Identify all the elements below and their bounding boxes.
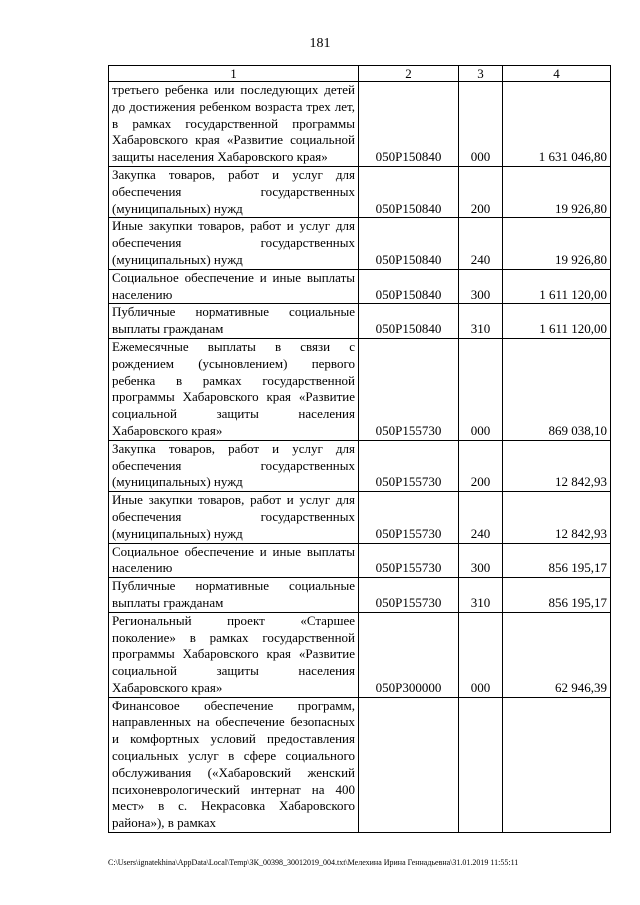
row-type: 300 (459, 269, 503, 304)
row-code: 050P155730 (359, 578, 459, 613)
row-type: 300 (459, 543, 503, 578)
table-row (109, 82, 611, 167)
row-code: 050P150840 (359, 218, 459, 269)
row-code: 050P150840 (359, 82, 459, 167)
footer-file-path: C:\Users\ignatekhina\AppData\Local\Temp\ЗК_00398_30012019_004.txt\Мелехина Ирина Геннадьевна\31.01.2019 11:55:11 (108, 858, 519, 867)
row-code: 050P300000 (359, 612, 459, 697)
row-type: 000 (459, 82, 503, 167)
row-type: 000 (459, 612, 503, 697)
row-name: Ежемесячные выплаты в связи с рождением (усыновлением) первого ребенка в рамках государственной программы Хабаровского края «Развитие социальной защиты населения Хабаровского края» (109, 338, 359, 440)
row-sum: 1 611 120,00 (503, 304, 611, 339)
row-type: 200 (459, 166, 503, 217)
row-name: третьего ребенка или последующих детей до достижения ребенком возраста трех лет, в рамках государственной программы Хабаровского края «Развитие социальной защиты населения Хабаровского края» (109, 82, 359, 167)
table-row (109, 218, 611, 269)
table-row (109, 269, 611, 304)
row-code: 050P150840 (359, 304, 459, 339)
row-name: Закупка товаров, работ и услуг для обеспечения государственных (муниципальных) нужд (109, 166, 359, 217)
row-name: Иные закупки товаров, работ и услуг для обеспечения государственных (муниципальных) нужд (109, 218, 359, 269)
row-sum: 12 842,93 (503, 492, 611, 543)
row-type: 000 (459, 338, 503, 440)
table-row (109, 166, 611, 217)
row-type: 240 (459, 492, 503, 543)
row-name: Иные закупки товаров, работ и услуг для обеспечения государственных (муниципальных) нужд (109, 492, 359, 543)
row-sum: 869 038,10 (503, 338, 611, 440)
row-type: 240 (459, 218, 503, 269)
table-row (109, 612, 611, 697)
table-row (109, 440, 611, 491)
table-row (109, 543, 611, 578)
row-code: 050P150840 (359, 166, 459, 217)
row-sum: 1 611 120,00 (503, 269, 611, 304)
table-header-row (109, 66, 611, 82)
row-code: 050P150840 (359, 269, 459, 304)
column-header-name: 1 (109, 66, 359, 82)
row-type: 310 (459, 304, 503, 339)
row-sum: 19 926,80 (503, 218, 611, 269)
row-type (459, 697, 503, 832)
row-sum (503, 697, 611, 832)
column-header-code: 2 (359, 66, 459, 82)
row-code: 050P155730 (359, 543, 459, 578)
row-code: 050P155730 (359, 338, 459, 440)
row-code (359, 697, 459, 832)
table-row (109, 578, 611, 613)
row-type: 200 (459, 440, 503, 491)
row-sum: 856 195,17 (503, 543, 611, 578)
row-code: 050P155730 (359, 440, 459, 491)
row-name: Публичные нормативные социальные выплаты гражданам (109, 304, 359, 339)
row-name: Финансовое обеспечение программ, направленных на обеспечение безопасных и комфортных условий предоставления социальных услуг в сфере социального обслуживания («Хабаровский женский психоневрологический интернат на 400 мест» в с. Некрасовка Хабаровского района»), в рамках (109, 697, 359, 832)
table-row (109, 338, 611, 440)
table-row (109, 492, 611, 543)
row-name: Социальное обеспечение и иные выплаты населению (109, 543, 359, 578)
row-name: Публичные нормативные социальные выплаты гражданам (109, 578, 359, 613)
row-code: 050P155730 (359, 492, 459, 543)
row-name: Региональный проект «Старшее поколение» в рамках государственной программы Хабаровского края «Развитие социальной защиты населения Хабаровского края» (109, 612, 359, 697)
row-sum: 19 926,80 (503, 166, 611, 217)
budget-table (108, 65, 611, 833)
row-sum: 12 842,93 (503, 440, 611, 491)
row-sum: 1 631 046,80 (503, 82, 611, 167)
table-row (109, 304, 611, 339)
page-number: 181 (309, 36, 331, 51)
row-type: 310 (459, 578, 503, 613)
row-sum: 856 195,17 (503, 578, 611, 613)
row-sum: 62 946,39 (503, 612, 611, 697)
column-header-type: 3 (459, 66, 503, 82)
table-row (109, 697, 611, 832)
column-header-sum: 4 (503, 66, 611, 82)
row-name: Социальное обеспечение и иные выплаты населению (109, 269, 359, 304)
row-name: Закупка товаров, работ и услуг для обеспечения государственных (муниципальных) нужд (109, 440, 359, 491)
